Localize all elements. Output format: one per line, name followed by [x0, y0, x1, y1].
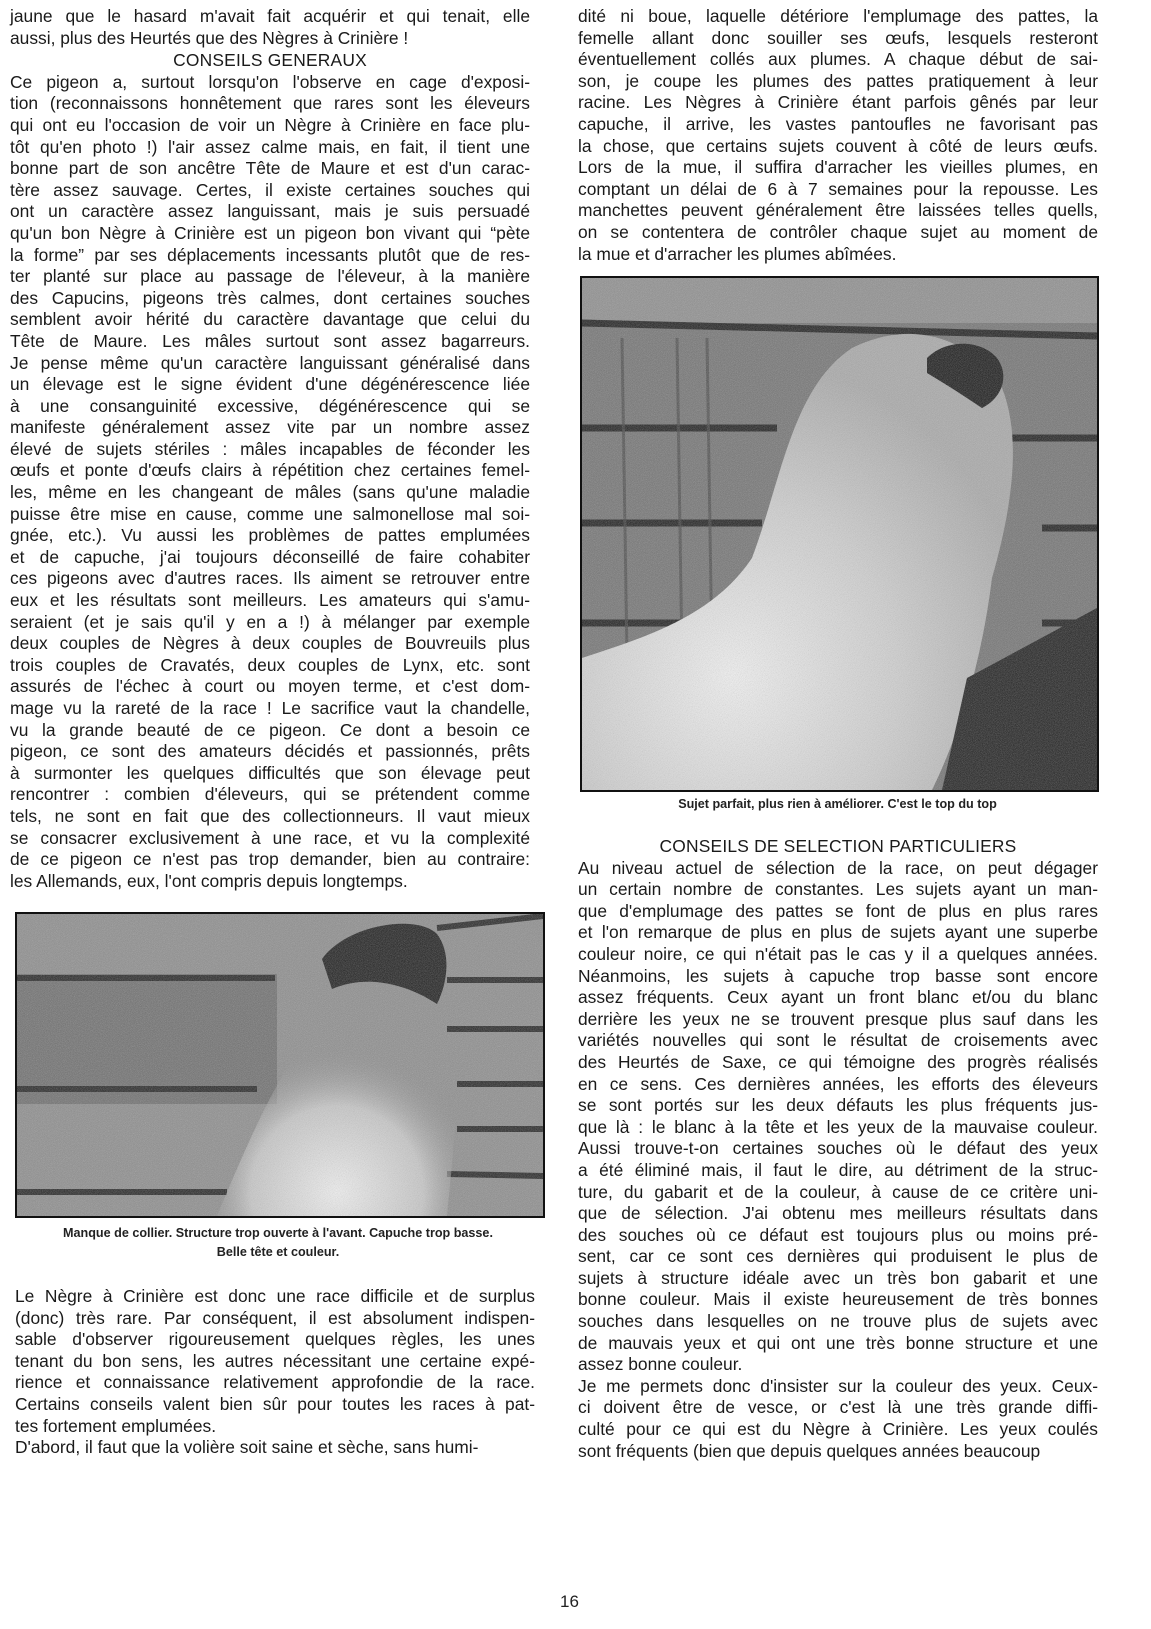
text-line: souches dans lesquelles on ne trouve plus de sujets avec — [578, 1311, 1098, 1332]
text-line: tenant du bon sens, les autres nécessitant une certaine expé- — [15, 1350, 535, 1371]
photo-1-caption-line: Belle tête et couleur. — [216, 1245, 340, 1259]
paragraph-conseils-selection — [578, 858, 1098, 1463]
text-line: rencontrer : combien d'éleveurs, qui se prétendent comme — [10, 784, 530, 805]
text-line: seraient (et je sais qu'il y en a !) à mélanger par exemple — [10, 611, 530, 632]
text-line: Je pense même qu'un caractère languissant généralisé dans — [10, 352, 530, 373]
photo-2-caption-line: Sujet parfait, plus rien à améliorer. C'est le top du top — [678, 797, 997, 811]
text-line: de mauvais yeux et qui ont une très bonne structure et une — [578, 1332, 1098, 1353]
text-line: Aussi trouve-t-on certaines souches où le défaut des yeux — [578, 1138, 1098, 1159]
text-line: qui ont eu l'occasion de voir un Nègre à Crinière en face plu- — [10, 114, 530, 135]
text-line: assurés de l'échec à court ou moyen terme, et c'est dom- — [10, 676, 530, 697]
text-line: Certains conseils valent bien sûr pour toutes les races à pat- — [15, 1393, 535, 1414]
text-line: assez fréquents. Ceux ayant un front blanc et/ou du blanc — [578, 987, 1098, 1008]
text-line: en ce sens. Ces dernières années, les efforts des éleveurs — [578, 1073, 1098, 1094]
photo-1-caption — [10, 1224, 546, 1262]
text-line: qu'un bon Nègre à Crinière est un pigeon bon vivant qui “pète — [10, 222, 530, 243]
text-line: eux et les résultats sont meilleurs. Les amateurs qui s'amu- — [10, 590, 530, 611]
text-line: à une consanguinité excessive, dégénérescence qui se — [10, 395, 530, 416]
text-line: manchettes peuvent généralement être laissées telles quells, — [578, 200, 1098, 221]
text-line: rience et connaissance relativement approfondie de la race. — [15, 1372, 535, 1393]
text-line: que de sélection. J'ai obtenu mes meilleurs résultats dans — [578, 1203, 1098, 1224]
text-line: culté pour ce qui est du Nègre à Crinière. Les yeux coulés — [578, 1419, 1098, 1440]
text-line: que d'emplumage des pattes se font de plus en plus rares — [578, 900, 1098, 921]
text-line: sable d'observer rigoureusement quelques règles, les unes — [15, 1329, 535, 1350]
section-heading-conseils-generaux: CONSEILS GENERAUX — [173, 50, 367, 71]
text-line: a été éliminé mais, il faut le dire, au détriment de la struc- — [578, 1159, 1098, 1180]
text-line: derrière les yeux ne se trouvent presque plus sauf dans les — [578, 1008, 1098, 1029]
text-line: comptant un délai de 6 à 7 semaines pour la repousse. Les — [578, 178, 1098, 199]
text-line: deux couples de Nègres à deux couples de Bouvreuils plus — [10, 633, 530, 654]
text-line: et l'on remarque de plus en plus de sujets ayant une superbe — [578, 922, 1098, 943]
text-line: ont un caractère assez languissant, mais je suis persuadé — [10, 201, 530, 222]
text-line: aussi, plus des Heurtés que des Nègres à Crinière ! — [10, 27, 409, 48]
pigeon-photo-icon — [582, 278, 1097, 790]
text-line: de ce pigeon ce n'est pas trop demander, bien au contraire: — [10, 849, 530, 870]
text-line: pigeon, ce sont des amateurs décidés et passionnés, prêts — [10, 741, 530, 762]
text-line: racine. Les Nègres à Crinière étant parfois gênés par leur — [578, 92, 1098, 113]
text-line: la forme” par ses déplacements incessants plutôt que de res- — [10, 244, 530, 265]
text-line: couleur noire, ce qui n'était pas le cas y il a quelques années. — [578, 943, 1098, 964]
text-line: D'abord, il faut que la volière soit saine et sèche, sans humi- — [15, 1437, 479, 1458]
text-line: femelle allant donc souiller ses œufs, lesquels resteront — [578, 27, 1098, 48]
text-line: la chose, que certains sujets couvent à côté de leurs œufs. — [578, 135, 1098, 156]
text-line: Néanmoins, les sujets à capuche trop basse sont encore — [578, 965, 1098, 986]
photo-2-caption — [580, 795, 1095, 814]
text-line: la mue et d'arracher les plumes abîmées. — [578, 243, 897, 264]
text-line: œufs et ponte d'œufs clairs à répétition chez certaines femel- — [10, 460, 530, 481]
text-line: Lors de la mue, il suffira d'arracher les vieilles plumes, en — [578, 157, 1098, 178]
right-column-bottom — [578, 836, 1098, 1462]
page-number: 16 — [560, 1592, 579, 1611]
left-column-top — [10, 6, 530, 892]
paragraph-regles — [15, 1286, 535, 1459]
intro-paragraph — [10, 6, 530, 49]
text-line: bonne part de son ancêtre Tête de Maure et est d'un carac- — [10, 158, 530, 179]
text-line: manifeste généralement assez vite par un nombre assez — [10, 417, 530, 438]
photo-1-caption-line: Manque de collier. Structure trop ouverte à l'avant. Capuche trop basse. — [63, 1226, 493, 1240]
photo-pigeon-2 — [580, 276, 1099, 792]
text-line: se sont portés sur les deux défauts les plus fréquents jus- — [578, 1095, 1098, 1116]
text-line: tels, ne sont en fait que des collectionneurs. Il vaut mieux — [10, 805, 530, 826]
text-line: ter planté sur place au passage de l'éleveur, à la manière — [10, 266, 530, 287]
text-line: un certain nombre de constantes. Les sujets ayant un man- — [578, 879, 1098, 900]
text-line: tes fortement emplumées. — [15, 1415, 217, 1436]
text-line: trois couples de Cravatés, deux couples de Lynx, etc. sont — [10, 654, 530, 675]
text-line: capuche, il arrive, les vastes pantoufles ne favorisant pas — [578, 113, 1098, 134]
right-column-top — [578, 6, 1098, 265]
text-line: bonne couleur. Mais il existe heureusement de très bonnes — [578, 1289, 1098, 1310]
text-line: sujets à structure idéale avec un très bon gabarit et une — [578, 1267, 1098, 1288]
text-line: éventuellement collés aux plumes. A chaque début de sai- — [578, 49, 1098, 70]
text-line: des Capucins, pigeons très calmes, dont certaines souches — [10, 287, 530, 308]
text-line: les Allemands, eux, l'ont compris depuis longtemps. — [10, 870, 408, 891]
text-line: élevé de sujets stériles : mâles incapables de féconder les — [10, 438, 530, 459]
text-line: son, je coupe les plumes des pattes pratiquement à leur — [578, 70, 1098, 91]
text-line: tère assez sauvage. Certes, il existe certaines souches qui — [10, 179, 530, 200]
text-line: Le Nègre à Crinière est donc une race difficile et de surplus — [15, 1286, 535, 1306]
text-line: (donc) très rare. Par conséquent, il est absolument indispen- — [15, 1307, 535, 1328]
text-line: semblent avoir hérité du caractère davantage que celui du — [10, 309, 530, 330]
pigeon-photo-icon — [17, 914, 543, 1216]
text-line: on se contentera de contrôler chaque sujet au moment de — [578, 221, 1098, 242]
paragraph-voliere-continued — [578, 6, 1098, 265]
text-line: Ce pigeon a, surtout lorsqu'on l'observe en cage d'exposi- — [10, 71, 530, 92]
text-line: des Heurtés de Saxe, ce qui témoigne des progrès réalisés — [578, 1051, 1098, 1072]
text-line: vu la grande beauté de ce pigeon. Ce dont a besoin ce — [10, 719, 530, 740]
photo-pigeon-1 — [15, 912, 545, 1218]
text-line: jaune que le hasard m'avait fait acquérir et qui tenait, elle — [10, 6, 530, 26]
section-heading-conseils-selection: CONSEILS DE SELECTION PARTICULIERS — [659, 836, 1017, 856]
text-line: sent, car ce sont ces dernières qui produisent le plus de — [578, 1246, 1098, 1267]
text-line: se consacrer exclusivement à une race, et vu la complexité — [10, 827, 530, 848]
text-line: variétés nouvelles qui sont le résultat de croisements avec — [578, 1030, 1098, 1051]
text-line: sont fréquents (bien que depuis quelques années beaucoup — [578, 1440, 1041, 1461]
text-line: Tête de Maure. Les mâles surtout sont assez bagarreurs. — [10, 330, 530, 351]
text-line: Je me permets donc d'insister sur la couleur des yeux. Ceux- — [578, 1375, 1098, 1396]
text-line: tion (reconnaissons honnêtement que rares sont les éleveurs — [10, 93, 530, 114]
text-line: gnée, etc.). Vu aussi les problèmes de pattes emplumées — [10, 525, 530, 546]
text-line: assez bonne couleur. — [578, 1354, 743, 1375]
text-line: tôt qu'en photo !) l'air assez calme mais, en fait, il tient une — [10, 136, 530, 157]
text-line: un élevage est le signe évident d'une dégénérescence liée — [10, 374, 530, 395]
text-line: à surmonter les quelques difficultés que son élevage peut — [10, 762, 530, 783]
paragraph-conseils-generaux — [10, 72, 530, 893]
text-line: puisse être mise en cause, comme une salmonellose mal soi- — [10, 503, 530, 524]
text-line: ces pigeons avec d'autres races. Ils aiment se retrouver entre — [10, 568, 530, 589]
text-line: Au niveau actuel de sélection de la race, on peut dégager — [578, 857, 1098, 878]
text-line: ture, du gabarit et de la couleur, à cause de ce critère uni- — [578, 1181, 1098, 1202]
left-column-bottom — [15, 1286, 535, 1459]
text-line: les, même en les changeant de mâles (sans qu'une maladie — [10, 482, 530, 503]
text-line: que là : le blanc à la tête et les yeux de la mauvaise couleur. — [578, 1116, 1098, 1137]
text-line: et de capuche, j'ai toujours déconseillé de faire cohabiter — [10, 546, 530, 567]
text-line: ci doivent être de vesce, or c'est là une très grande diffi- — [578, 1397, 1098, 1418]
text-line: mage vu la rareté de la race ! Le sacrifice vaut la chandelle, — [10, 698, 530, 718]
text-line: des souches où ce défaut est toujours plus ou moins pré- — [578, 1224, 1098, 1245]
text-line: dité ni boue, laquelle détériore l'emplumage des pattes, la — [578, 6, 1098, 26]
